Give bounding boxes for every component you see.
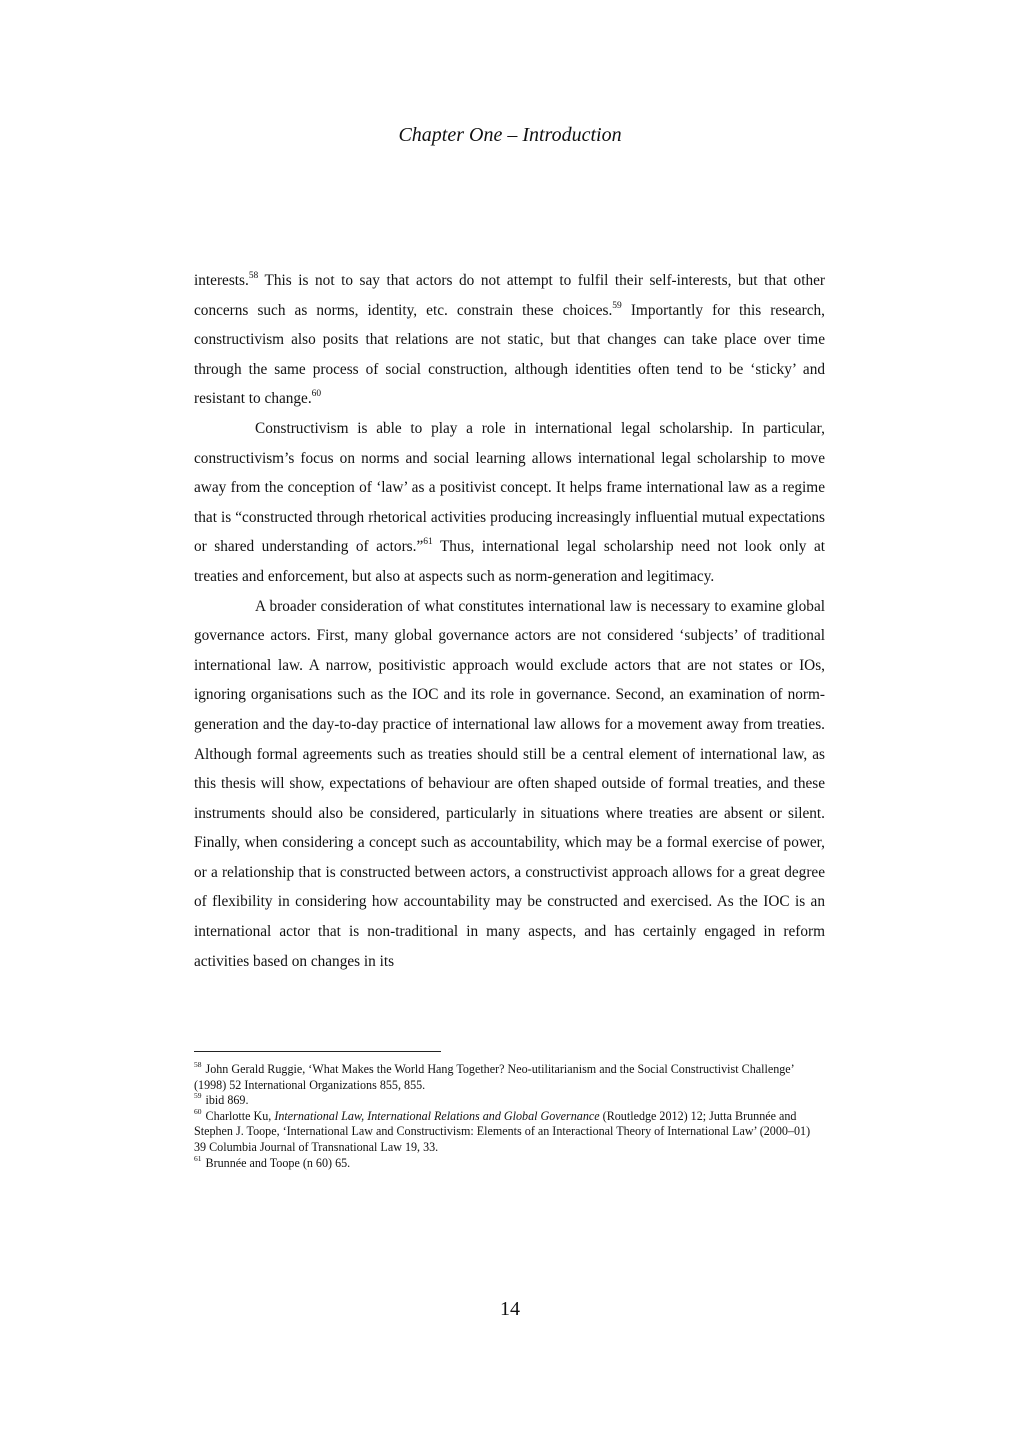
paragraph: Constructivism is able to play a role in international legal scholarship. In particular, constructivism’s focus on norms and social learning allows international legal scholarship to move away from the conception of ‘law’ as a positivist concept. It helps frame international law as a regime that is “constructed through rhetorical activities producing increasingly influential mutual expectations or shared understanding of actors.”$^{61}$ Thus, international legal scholarship need not look only at treaties and enforcement, but also at aspects such as norm-generation and legitimacy. [194, 419, 825, 585]
italic-title: International Law, International Relations and Global Governance [274, 1108, 600, 1123]
footnote [194, 1062, 825, 1093]
footnote-text: ibid 869. [205, 1093, 249, 1108]
paragraph: interests.$^{58}$ This is not to say that actors do not attempt to fulfil their self-interests, but that other concerns such as norms, identity, etc. constrain these choices.$^{59}$ Importantly for this research, constructivism also posits that relations are not static, but that changes can take place over time through the same process of social construction, although identities often tend to be ‘sticky’ and resistant to change.$^{60}$ [194, 270, 826, 408]
footnotes [194, 1062, 825, 1171]
footnote-ref: 59 [612, 300, 622, 311]
footnote [194, 1109, 825, 1156]
footnote-number: 60 [194, 1107, 202, 1116]
footnote-number: 61 [194, 1153, 202, 1163]
footnote-number: 58 [194, 1060, 202, 1070]
footnote-text: John Gerald Ruggie, ‘What Makes the World Hang Together? Neo-utilitarianism and the Social Constructivist Challenge’ (1998) 52 International Organizations 855, 855. [194, 1062, 794, 1092]
footnote-ref: 58 [248, 270, 259, 281]
footnote-ref: 61 [423, 537, 433, 548]
footnote-text: Charlotte Ku, International Law, International Relations and Global Governance (Routledge 2012) 12; Jutta Brunnée and Stephen J. Toope, ‘International Law and Constructivism: Elements of an Interactional Theory of International Law’ (2000–01) 39 Columbia Journal of Transnational Law 19, 33. [194, 1108, 811, 1154]
footnote-ref: 60 [311, 389, 322, 400]
footnote-separator [194, 1051, 441, 1052]
footnote-text: Brunnée and Toope (n 60) 65. [205, 1155, 351, 1170]
page-number: 14 [500, 1298, 520, 1320]
footnote [194, 1153, 825, 1172]
running-head: Chapter One – Introduction [398, 124, 622, 146]
footnote-number: 59 [194, 1091, 202, 1101]
paragraph: A broader consideration of what constitutes international law is necessary to examine global governance actors. First, many global governance actors are not considered ‘subjects’ of traditional international law. A narrow, positivistic approach would exclude actors that are not states or IOs, ignoring organisations such as the IOC and its role in governance. Second, an examination of norm-generation and the day-to-day practice of international law allows for a movement away from treaties. Although formal agreements such as treaties should still be a central element of international law, as this thesis will show, expectations of behaviour are often shaped outside of formal treaties, and these instruments should also be considered, particularly in situations where treaties are absent or silent. Finally, when considering a concept such as accountability, which may be a formal exercise of power, or a relationship that is constructed between actors, a constructivist approach allows for a great degree of flexibility in considering how accountability may be constructed and exercised. As the IOC is an international actor that is non-traditional in many aspects, and has certainly engaged in reform activities based on changes in its [194, 597, 825, 970]
footnote [194, 1093, 825, 1109]
body-text [194, 266, 825, 976]
